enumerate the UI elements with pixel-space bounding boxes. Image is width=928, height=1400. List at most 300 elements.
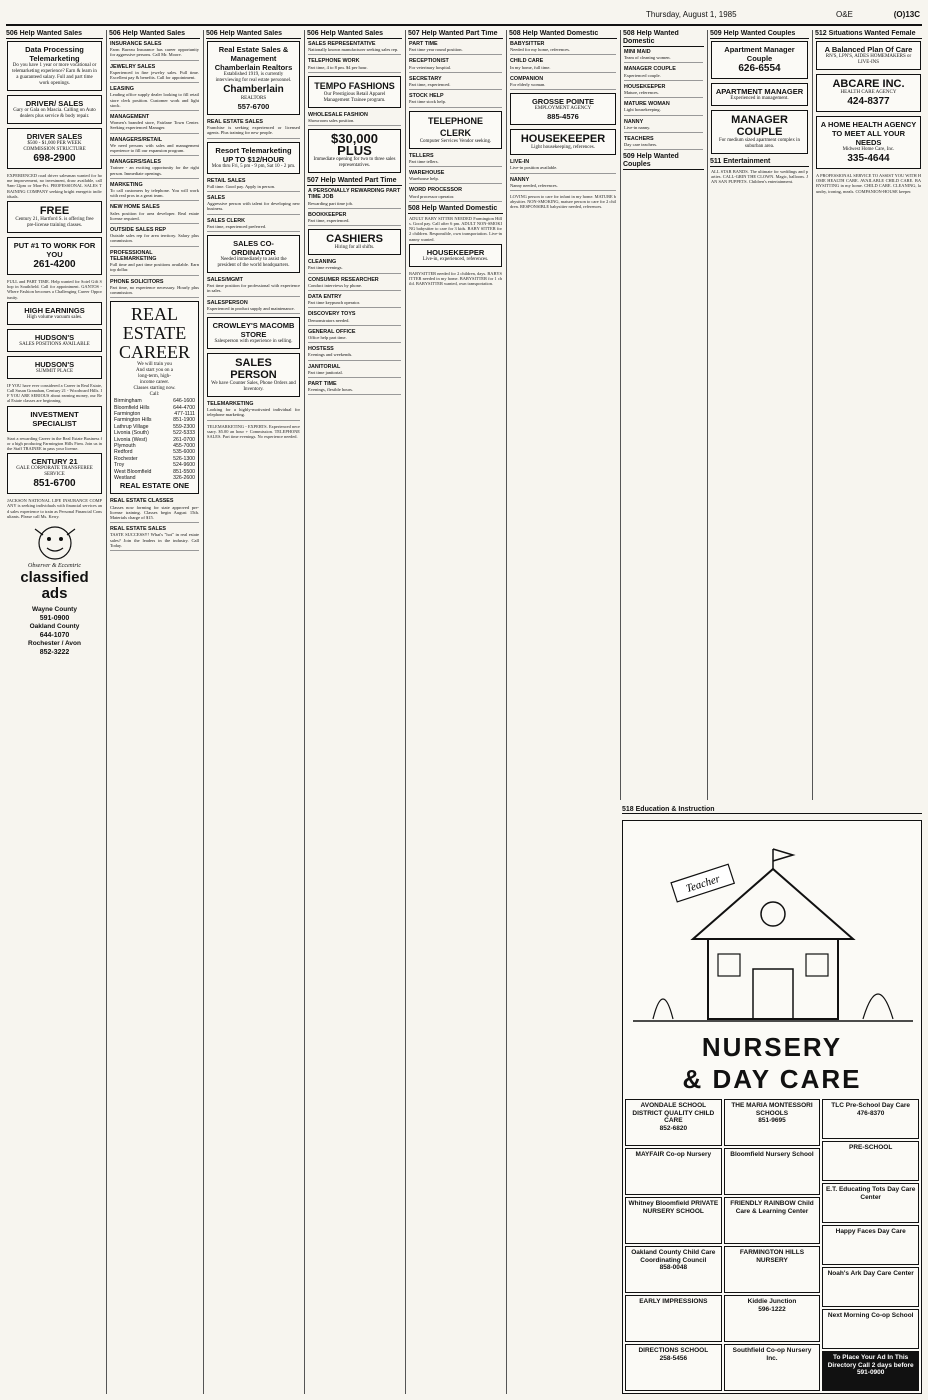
section-heading: 507 Help Wanted Part Time <box>307 177 402 186</box>
listing-name: FRIENDLY RAINBOW Child Care & Learning Center <box>730 1200 814 1215</box>
classified-title: classified ads <box>20 568 89 602</box>
listing-name: TLC Pre-School Day Care <box>831 1102 911 1109</box>
office-phone: 535-6000 <box>173 449 195 456</box>
box-ad <box>7 128 102 169</box>
ad-title: SALES/MGMT <box>207 277 243 284</box>
classified-logo <box>7 523 102 602</box>
classified-ad: TEACHERS Day care teachers. <box>624 136 703 150</box>
listing-name: Next Morning Co-op School <box>827 1312 914 1319</box>
ad-body: SUMMIT PLACE <box>36 368 73 374</box>
ad-body: For medium sized apartment complex in suburban area. <box>719 138 800 149</box>
office-phone: 261-0700 <box>173 436 195 443</box>
realtor-sub: REALTORS <box>240 96 267 101</box>
ad-title: SALESPERSON <box>207 299 248 306</box>
directory-listing <box>822 1309 919 1349</box>
box-ad: TEMPO FASHIONS Our Prestigious Retail Apparel Management Trainee program. <box>308 76 401 108</box>
section-heading: 508 Help Wanted Domestic <box>408 205 503 214</box>
directory-listing <box>625 1246 722 1293</box>
nursery-day-care-block <box>622 820 922 1394</box>
classified-text: LOVING person to care for infant in my home. MATURE babysitter. NON-SMOKING, mature person to care for 2 children. RESPONSIBLE babysitter needed, references. <box>510 194 616 210</box>
box-ad: TELEPHONE CLERK Computer Services Vendor seeking. <box>409 111 502 149</box>
box-ad: Real Estate Sales & Management Chamberlain Realtors Established 1919, is currently interviewing for real estate personnel. Chamberlain REALTORS 557-6700 <box>207 41 300 115</box>
office-phone: 524-9600 <box>173 462 195 469</box>
listing-name: E.T. Educating Tots Day Care Center <box>825 1186 916 1201</box>
ad-title: CASHIERS <box>326 233 383 246</box>
column-1 <box>4 30 105 1394</box>
box-ad: Resort Telemarketing UP TO $12/HOUR Mon thru Fri, 5 pm - 9 pm, Sat 10 - 2 pm. <box>207 142 300 174</box>
ad-title: HOUSEKEEPER <box>624 83 666 90</box>
paper-name: Observer & Eccentric <box>28 563 81 570</box>
career-title: REAL ESTATE CAREER <box>118 304 190 363</box>
listing-name: PRE-SCHOOL <box>849 1144 893 1151</box>
column-heading: 509 Help Wanted Couples <box>710 30 809 39</box>
listing-phone: 851-9695 <box>758 1117 786 1124</box>
office-city: Farmington Hills <box>114 417 152 424</box>
classified-ad: HOUSEKEEPER Mature, references. <box>624 84 703 98</box>
directory-column-middle <box>724 1099 821 1391</box>
classified-ad: MANAGEMENT Women's branded store, Fairlane Town Center. Seeking experienced Manager. <box>110 114 199 134</box>
office-phone: 851-1900 <box>173 417 195 424</box>
ad-title: MANAGER COUPLE <box>731 114 788 138</box>
ad-phone: 851-6700 <box>33 478 76 490</box>
classified-ad: MARKETING To call customers by telephone. You will work with real pros in a great team. <box>110 182 199 202</box>
office-phone: 477-1111 <box>174 410 195 417</box>
directory-listing <box>724 1295 821 1342</box>
directory-listing <box>724 1148 821 1195</box>
classified-ad: SALESPERSON Experienced in product supply and maintenance. <box>207 300 300 314</box>
classified-ad: SALES Aggressive person with talent for developing new business. <box>207 195 300 215</box>
ad-title: Apartment Manager Couple <box>724 45 795 63</box>
directory-listing <box>625 1344 722 1391</box>
ad-phone: 885-4576 <box>547 112 579 122</box>
office-city: Rochester <box>114 455 138 462</box>
column-heading: 506 Help Wanted Sales <box>206 30 301 39</box>
directory-listing <box>822 1351 919 1391</box>
listing-phone: 258-5456 <box>659 1354 688 1362</box>
listing-name: FARMINGTON HILLS NURSERY <box>739 1249 805 1264</box>
box-ad <box>7 329 102 352</box>
ad-title: TEMPO FASHIONS <box>314 80 395 91</box>
ad-title: HOSTESS <box>308 346 334 353</box>
classified-ad: TELLERS Part time tellers. <box>409 153 502 167</box>
ad-title: A Balanced Plan Of Care <box>824 45 913 54</box>
directory-listing <box>724 1197 821 1244</box>
ad-title: INVESTMENT SPECIALIST <box>30 409 79 428</box>
listing-name: Whitney Bloomfield PRIVATE NURSERY SCHOOL <box>628 1200 719 1215</box>
classified-ad: NEW HOME SALES Sales position for area developer. Real estate license required. <box>110 204 199 224</box>
ad-phone: 626-6554 <box>738 63 781 74</box>
office-list <box>114 398 195 481</box>
section-heading: 509 Help Wanted Couples <box>623 153 704 170</box>
classified-ad: TELEMARKETING Looking for a highly-motivated individual for telephone marketing. <box>207 401 300 421</box>
column-heading: 512 Situations Wanted Female <box>815 30 922 39</box>
listing-name: EARLY IMPRESSIONS <box>639 1298 708 1305</box>
ad-title: DISCOVERY TOYS <box>308 311 356 318</box>
ad-title: STOCK HELP <box>409 93 444 100</box>
office-phone: 326-2600 <box>173 474 195 481</box>
classified-ad: JEWELRY SALES Experienced in fine jewelry sales. Full time. Excellent pay & benefits. Call for appointment. <box>110 64 199 84</box>
ad-title: PART TIME <box>308 381 337 388</box>
column-2 <box>106 30 202 1394</box>
directory-column-left <box>625 1099 722 1391</box>
ad-title: GROSSE POINTE <box>531 97 595 107</box>
ad-phone: 698-2900 <box>33 153 76 164</box>
listing-phone: 476-8370 <box>856 1109 885 1117</box>
classified-text: IF YOU have ever considered a Career in Real Estate, Call Susan Granahan, Century 21 - Woodward Hills. IF YOU ARE SERIOUS about earning money, our Real Estate classes are beginning. <box>7 382 102 404</box>
ad-title: PART TIME <box>409 41 438 47</box>
directory-listing <box>822 1183 919 1223</box>
classified-ad: OUTSIDE SALES REP Outside sales rep for area territory. Salary plus commission. <box>110 227 199 247</box>
ad-title: ABCARE INC. <box>832 78 905 90</box>
ad-title: TEACHERS <box>624 136 654 143</box>
classified-ad: CHILD CARE In my home, full time. <box>510 58 616 72</box>
classified-ad: WORD PROCESSOR Word processor operator. <box>409 187 502 201</box>
section-name: O&E <box>836 10 853 19</box>
office-city: Birmingham <box>114 398 142 405</box>
classified-ad: MATURE WOMAN Light housekeeping. <box>624 101 703 115</box>
listing-phone: 852-6820 <box>659 1124 688 1132</box>
ad-title: SECRETARY <box>409 75 442 82</box>
listing-name: AVONDALE SCHOOL DISTRICT QUALITY CHILD CARE <box>632 1102 715 1124</box>
office-city: West Bloomfield <box>114 468 152 475</box>
phone-area: Wayne County <box>32 605 77 613</box>
classified-ad: STOCK HELP Part time stock help. <box>409 93 502 107</box>
ad-title: GENERAL OFFICE <box>308 328 356 335</box>
box-ad <box>711 83 808 106</box>
realtor-phone: 557-6700 <box>237 102 270 111</box>
column-7 <box>620 30 706 800</box>
ad-title: COMPANION <box>510 75 544 82</box>
classified-ad: DISCOVERY TOYS Demonstrators needed. <box>308 311 401 325</box>
ad-title: OUTSIDE SALES REP <box>110 227 167 234</box>
listing-phone: 591-0900 <box>856 1369 885 1376</box>
ad-title: Resort Telemarketing UP TO $12/HOUR <box>215 145 292 164</box>
box-ad: CROWLEY'S MACOMB STORE Salesperson with experience in selling. <box>207 317 300 349</box>
ad-title: SALES PERSON <box>230 357 277 382</box>
classified-ad: RECEPTIONIST For veterinary hospital. <box>409 58 502 72</box>
classified-text: FULL and PART TIME. Help wanted for Soiel Gift Shop in Southfield. Call for appointment. GANTOS - Where Fashion becomes a Challenging Career Opportunity. <box>7 279 102 300</box>
ad-title: MANAGERS/RETAIL <box>110 136 163 143</box>
listing-name: Bloomfield Nursery School <box>730 1151 814 1158</box>
office-phone: 455-7000 <box>173 442 195 449</box>
ad-title: HUDSON'S <box>34 332 75 342</box>
career-footer: REAL ESTATE ONE <box>119 481 190 491</box>
ad-body: RN'S, LPN'S, AIDES HOMEMAKERS or LIVE-INS <box>825 54 912 65</box>
ad-body: Do you have 1 year or more vocational or telemarketing experience? Earn & learn in a guaranteed salary. Full and part time work openings. <box>12 63 97 86</box>
column-9 <box>812 30 924 800</box>
classified-ad: WHOLESALE FASHION Showroom sales position. <box>308 112 401 126</box>
directory-listing <box>625 1148 722 1195</box>
box-ad: $30,000 PLUS Immediate opening for two to three sales representatives. <box>308 129 401 173</box>
office-city: Bloomfield Hills <box>114 404 150 411</box>
schoolhouse-illustration <box>633 829 913 1029</box>
directory-listing <box>724 1099 821 1146</box>
ad-body: $500 - $1,000 PER WEEK COMMISSION STRUCTURE <box>23 141 86 152</box>
phone-number: 644-1070 <box>39 631 70 639</box>
office-phone: 522-5333 <box>173 430 195 437</box>
box-ad <box>711 110 808 154</box>
classified-ad: COMPANION For elderly woman. <box>510 76 616 90</box>
ad-title: RECEPTIONIST <box>409 58 449 65</box>
column-3 <box>203 30 303 1394</box>
phone-area: Oakland County <box>29 622 80 630</box>
classified-ad: MANAGER COUPLE Experienced couple. <box>624 66 703 80</box>
classified-ad: REAL ESTATE SALES TASTE SUCCESS!!! What's "hot" in real estate sales? Join the leaders in the industry. Call Today. <box>110 526 199 551</box>
listing-name: Noah's Ark Day Care Center <box>827 1270 914 1277</box>
classified-ad: PART TIME Evenings, flexible hours. <box>308 381 401 395</box>
column-heading: 507 Help Wanted Part Time <box>408 30 503 39</box>
career-line: long-term, high- <box>138 374 171 380</box>
ad-title: MANAGER COUPLE <box>624 66 676 73</box>
ad-title: DATA ENTRY <box>308 294 342 301</box>
office-phone: 644-4700 <box>173 404 195 411</box>
ad-title: DRIVER SALES <box>26 132 83 141</box>
column-heading: 508 Help Wanted Domestic <box>509 30 617 39</box>
classified-ad: RETAIL SALES Full time. Good pay. Apply in person. <box>207 178 300 192</box>
classified-text: ADULT BABY SITTER NEEDED Farmington Hills. Good pay. Call after 6 pm. ADULT NON-SMOKING babysitter to care for 3 kids. BABY SITTER for 2 children. Responsible, own transportation. Live-in nanny wanted. <box>409 215 502 242</box>
classified-ad: PHONE SOLICITORS Part time, no experience necessary. Hourly plus commission. <box>110 279 199 299</box>
box-ad <box>816 116 921 169</box>
listing-name: DIRECTIONS SCHOOL <box>638 1347 709 1354</box>
column-heading: 506 Help Wanted Sales <box>109 30 200 39</box>
ad-title: MANAGEMENT <box>110 114 150 121</box>
classified-ad: TELEPHONE WORK Part time, 4 to 8 pm. $4 per hour. <box>308 58 401 72</box>
ad-title: MARKETING <box>110 181 143 188</box>
nursery-title: NURSERY <box>701 1032 843 1062</box>
page-header <box>6 4 922 26</box>
column-6 <box>506 30 619 1394</box>
directory-listing <box>625 1099 722 1146</box>
ad-title: MINI MAID <box>624 49 651 55</box>
listing-name: Southfield Co-op Nursery Inc. <box>732 1347 812 1362</box>
career-line: We will train you <box>137 362 172 368</box>
ad-title: DRIVER/ SALES <box>25 99 84 108</box>
classified-text: TELEMARKETING - EXPERTS. Experienced necessary. $5.00 an hour + Commission. TELEPHONE SALES. Part time evenings. No experience needed. <box>207 423 300 440</box>
ad-title: INSURANCE SALES <box>110 41 162 47</box>
box-ad <box>7 406 102 432</box>
listing-phone: 596-1222 <box>758 1305 786 1313</box>
ad-title: TELEPHONE WORK <box>308 58 360 65</box>
classified-text: A PROFESSIONAL SERVICE TO ASSIST YOU WITH HOME HEALTH CARE. AVAILABLE CHILD CARE. BABYSITTING in my home. CHILD CARE. CLEANING, laundry, ironing, meals. COMPANION-HOUSE keeper. <box>816 173 921 194</box>
classified-ad: LEASING Leading office supply dealer looking to fill retail store clerk position. Customer work and light stock. <box>110 86 199 111</box>
office-city: Livonia (West) <box>114 436 148 443</box>
listing-name: Oakland County Child Care Coordinating Council <box>631 1249 716 1264</box>
classified-ad: SALES/MGMT Part time position for professional with experience in sales. <box>207 277 300 297</box>
section-heading: 518 Education & Instruction <box>622 806 922 814</box>
ad-title: SALES CLERK <box>207 217 246 224</box>
ad-body: SALES POSITIONS AVAILABLE <box>19 341 90 347</box>
classified-ad: INSURANCE SALES Farm Bureau Insurance has career opportunity for aggressive persons. Call Mr. Moore. <box>110 41 199 61</box>
office-city: Troy <box>114 462 125 469</box>
ad-title: PUT #1 TO WORK FOR YOU <box>13 241 96 260</box>
ad-title: CROWLEY'S MACOMB STORE <box>212 321 295 340</box>
classified-ad: NANNY Live-in nanny. <box>624 119 703 133</box>
ad-body: GALE CORPORATE TRANSFEREE SERVICE <box>16 466 93 478</box>
column-8 <box>707 30 811 800</box>
ad-title: HUDSON'S <box>34 359 75 369</box>
box-ad <box>816 74 921 112</box>
classified-ad: PART TIME Part time year round position. <box>409 41 502 55</box>
office-city: Livonia (South) <box>114 430 149 437</box>
directory-listing <box>822 1267 919 1307</box>
ad-title: MANAGERS/SALES <box>110 159 161 166</box>
ad-title: Real Estate Sales & Management Chamberlain Realtors <box>214 45 293 72</box>
box-ad: HOUSEKEEPER Light housekeeping, references. <box>510 129 616 155</box>
classified-ad: SALES REPRESENTATIVE Nationally known manufacturer seeking sales rep. <box>308 41 401 55</box>
classified-text: BABYSITTER needed for 2 children, days. BABYSITTER needed in my home. BABYSITTER for 1 child. BABYSITTER wanted, own transportation. <box>409 270 502 287</box>
mascot-icon <box>25 523 85 563</box>
ad-phone: 335-4644 <box>847 153 890 164</box>
ad-title: NANNY <box>510 176 530 183</box>
directory-listing <box>822 1099 919 1139</box>
ad-title: CHILD CARE <box>510 58 544 65</box>
box-ad <box>7 95 102 124</box>
ad-sub: Midwest Home Care, Inc. <box>842 147 895 152</box>
ad-title: A PERSONALLY REWARDING PART TIME JOB <box>308 188 401 201</box>
classified-ad: MINI MAID Team of cleaning women. <box>624 49 703 63</box>
classified-ad: HOSTESS Evenings and weekends. <box>308 346 401 360</box>
box-ad: SALES PERSON We have Counter Sales, Phone Orders and Inventory. <box>207 353 300 397</box>
ad-title: WAREHOUSE <box>409 170 445 177</box>
listing-name: MAYFAIR Co-op Nursery <box>635 1151 712 1158</box>
grosse-pointe-ad <box>510 93 616 125</box>
office-city: Redford <box>114 449 133 456</box>
ad-title: LIVE-IN <box>510 159 530 166</box>
ad-body: Experienced in management. <box>730 96 789 101</box>
page-date: Thursday, August 1, 1985 <box>646 10 737 19</box>
ad-title: NEW HOME SALES <box>110 204 160 211</box>
ad-title: WORD PROCESSOR <box>409 187 463 194</box>
column-5 <box>405 30 505 1394</box>
directory-listing <box>625 1197 722 1244</box>
day-care-title: & DAY CARE <box>682 1064 862 1094</box>
ad-title: JANITORIAL <box>308 363 341 370</box>
ad-sub: EMPLOYMENT AGENCY <box>534 106 592 112</box>
classified-ad: WAREHOUSE Warehouse help. <box>409 170 502 184</box>
box-ad: CASHIERS Hiring for all shifts. <box>308 229 401 255</box>
box-ad <box>711 41 808 79</box>
column-heading: 506 Help Wanted Sales <box>6 30 103 39</box>
ad-title: RETAIL SALES <box>207 177 246 184</box>
listing-name: Kiddie Junction <box>747 1298 797 1305</box>
classified-ad: NANNY Nanny needed, references. <box>510 177 616 191</box>
ad-title: CLEANING <box>308 259 337 266</box>
ad-title: TELEMARKETING <box>207 401 254 408</box>
real-estate-career-ad <box>110 301 199 494</box>
ad-title: NANNY <box>624 118 644 125</box>
office-phone: 526-1300 <box>173 455 195 462</box>
classified-ad: A PERSONALLY REWARDING PART TIME JOB Rewarding part time job. <box>308 188 401 209</box>
ad-title: SALES REPRESENTATIVE <box>308 41 376 47</box>
office-phone: 559-2300 <box>173 423 195 430</box>
listing-name: THE MARIA MONTESSORI SCHOOLS <box>731 1102 813 1117</box>
ad-title: TELLERS <box>409 152 434 159</box>
directory-listing <box>724 1246 821 1293</box>
ad-title: TELEPHONE CLERK <box>427 115 483 138</box>
classified-ad: BABYSITTER Needed for my home, references. <box>510 41 616 55</box>
phone-area: Rochester / Avon <box>28 639 81 647</box>
ad-sub: HEALTH CARE AGENCY <box>840 90 897 95</box>
listing-name: Happy Faces Day Care <box>835 1228 906 1235</box>
ad-title: PHONE SOLICITORS <box>110 278 164 285</box>
box-ad <box>7 302 102 325</box>
section-heading: 511 Entertainment <box>710 158 809 167</box>
classified-ad: SALES CLERK Part time, experienced preferred. <box>207 218 300 232</box>
contact-phones <box>7 606 102 657</box>
classified-ad: JANITORIAL Part time janitorial. <box>308 364 401 378</box>
box-ad <box>7 237 102 275</box>
classified-ad: BOOKKEEPER Part time, experienced. <box>308 212 401 226</box>
ad-title: SALES CO-ORDINATOR <box>231 239 276 258</box>
realtor-name: Chamberlain <box>223 84 284 95</box>
ad-title: HIGH EARNINGS <box>24 305 85 315</box>
ad-title: FREE <box>39 205 70 218</box>
office-city: Westland <box>114 474 136 481</box>
listing-phone: 858-0048 <box>659 1264 688 1271</box>
office-phone: 646-1600 <box>173 398 195 405</box>
ad-title: WHOLESALE FASHION <box>308 111 368 118</box>
teacher-sign-text: Teacher <box>684 872 722 896</box>
classified-ad: MANAGERS/SALES Trainee - an exciting opportunity for the right person. Immediate openings. <box>110 159 199 179</box>
box-ad <box>7 201 102 233</box>
ad-title: Data Processing Telemarketing <box>25 45 84 63</box>
office-city: Lathrup Village <box>114 423 149 430</box>
classified-text: EXPERIENCED road driver salesman wanted for home improvement, no investment, draw available, call 9am-12pm or Mon-Fri. PROFESSIONAL SALES TRAINING COMPANY seeking bright energetic individuals. <box>7 173 102 199</box>
column-heading: 508 Help Wanted Domestic <box>623 30 704 47</box>
box-ad <box>816 41 921 70</box>
classified-text: Start a rewarding Career in the Real Estate Business for a high producing Farmington Hills Firm. Join us in the Staff TRAINEE in pass your license. <box>7 435 102 452</box>
ad-body: High volume vacuum sales. <box>26 314 83 320</box>
ad-phone: 424-8377 <box>847 96 890 107</box>
classified-ad: LIVE-IN Live-in position available. <box>510 159 616 173</box>
ad-title: A HOME HEALTH AGENCY TO MEET ALL YOUR NEEDS <box>820 120 917 147</box>
phone-number: 852-3222 <box>39 648 70 656</box>
classified-ad: GENERAL OFFICE Office help part time. <box>308 329 401 343</box>
classified-ad: DATA ENTRY Part time keypunch operator. <box>308 294 401 308</box>
career-line: And start you on a <box>136 368 173 374</box>
directory-listing <box>822 1141 919 1181</box>
office-city: Farmington <box>114 410 141 417</box>
box-ad <box>7 41 102 91</box>
ad-title: APARTMENT MANAGER <box>715 87 804 96</box>
ad-title: CENTURY 21 <box>31 457 78 467</box>
directory-column-right <box>822 1099 919 1391</box>
ad-title: CONSUMER RESEARCHER <box>308 276 379 283</box>
ad-body: Century 21, Hartford S. is offering free pre-license training classes. <box>15 217 94 229</box>
classified-text: ALL STAR BANDS. The ultimate for weddings and parties. CALL-GRIN THE CLOWN. Magic, balloons. JAN SAN PUPPETS. Children's entertainment. <box>711 169 808 185</box>
box-ad: HOUSEKEEPER Live-in, experienced, references. <box>409 244 502 267</box>
classified-ad: CONSUMER RESEARCHER Conduct interviews by phone. <box>308 277 401 291</box>
directory-listing <box>724 1344 821 1391</box>
classified-ad: CLEANING Part time evenings. <box>308 259 401 273</box>
ad-title: PROFESSIONAL TELEMARKETING <box>110 249 157 262</box>
ad-title: SALES <box>207 195 225 202</box>
classified-text: JACKSON NATIONAL LIFE INSURANCE COMPANY is seeking individuals with financial services and sales experience to train as Personal Financial Consultants. Please call Ms. Kerry. <box>7 498 102 519</box>
box-ad <box>7 356 102 379</box>
classified-ad: REAL ESTATE CLASSES Classes now forming for state approved pre-license training. Classes begin August 15th. Materials charge of $15. <box>110 498 199 523</box>
office-phone: 851-5500 <box>173 468 195 475</box>
classified-ad: MANAGERS/RETAIL We need persons with sales and management experience to fill our expansion program. <box>110 137 199 157</box>
column-4 <box>304 30 404 1394</box>
ad-body: Gary or Gala on Mascia. Calling on Auto dealers plus service & body repair. <box>13 108 96 119</box>
directory-listing <box>822 1225 919 1265</box>
column-heading: 506 Help Wanted Sales <box>307 30 402 39</box>
career-line: Classes starting now. <box>133 386 176 392</box>
directory-listing <box>625 1295 722 1342</box>
classified-ad: PROFESSIONAL TELEMARKETING Full time and part time positions available. Earn top dollar. <box>110 250 199 276</box>
listing-name: To Place Your Ad In This Directory Call 2 days before <box>827 1354 914 1369</box>
classified-ad: SECRETARY Part time, experienced. <box>409 76 502 90</box>
